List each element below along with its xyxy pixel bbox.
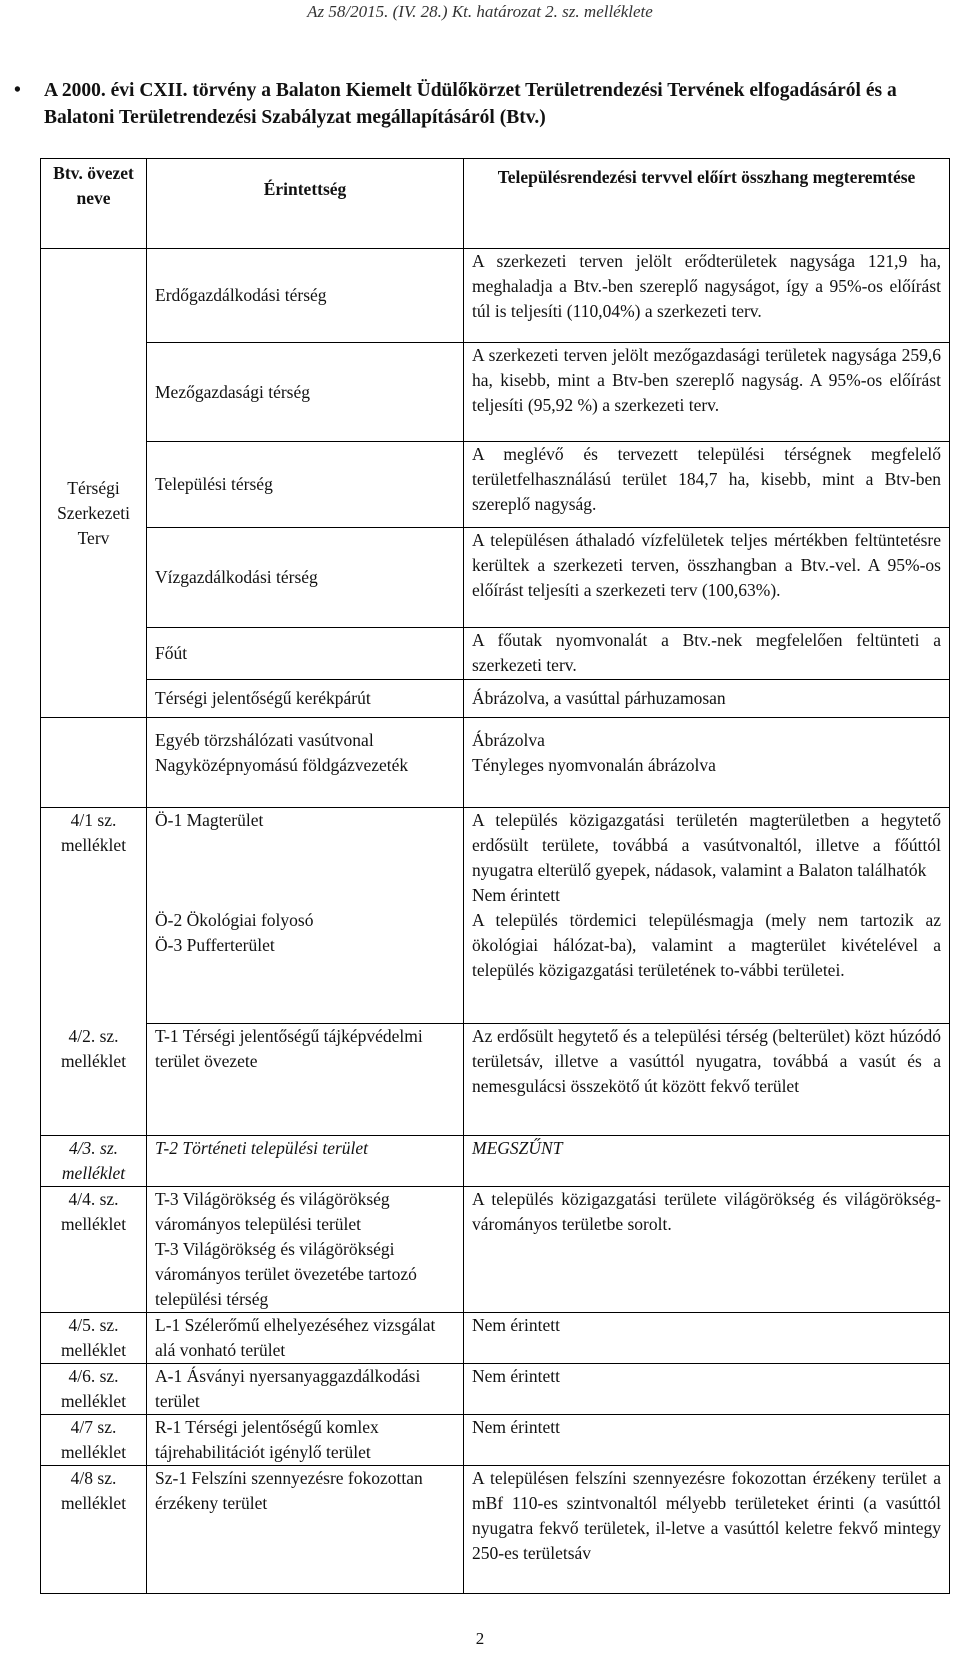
table-row (41, 343, 950, 442)
row-item: Sz-1 Felszíni szennyezésre fokozottan érzékeny terület (147, 1466, 464, 1594)
row-item: Erdőgazdálkodási térség (147, 249, 464, 343)
row-text: A szerkezeti terven jelölt mezőgazdasági területek nagysága 259,6 ha, kisebb, mint a Btv-ben szereplő nagyság. A 95%-os előírást teljesíti (95,92 %) a szerkezeti terv. (464, 343, 950, 442)
zone-label-annex-4-8: 4/8 sz. melléklet (41, 1466, 147, 1594)
row-text: Ábrázolva, a vasúttal párhuzamosan (464, 680, 950, 718)
row-item: Térségi jelentőségű kerékpárút (147, 680, 464, 718)
table-header-row (41, 159, 950, 249)
intro-text: A 2000. évi CXII. törvény a Balaton Kiemelt Üdülőkörzet Területrendezési Tervének elfogadásáról és a Balatoni Területrendezési Szabályzat megállapításáról (Btv.) (44, 80, 897, 128)
header-compliance: Településrendezési tervvel előírt összhang megteremtése (464, 159, 950, 249)
row-item: T-1 Térségi jelentőségű tájképvédelmi terület övezete (147, 1024, 464, 1136)
row-text: A település közigazgatási területe világörökség és világörökség-várományos területbe sorolt. (464, 1187, 950, 1313)
row-text: Nem érintett (464, 1415, 950, 1466)
table-row (41, 680, 950, 718)
header-impact: Érintettség (147, 159, 464, 249)
row-text: Ábrázolva Tényleges nyomvonalán ábrázolva (464, 718, 950, 808)
row-text: A településen felszíni szennyezésre fokozottan érzékeny terület a mBf 110-es szintvonaltól mélyebb területeket érinti (a vasúttól nyugatra fekvő területek, il-letve a vasúttól keletre fekvő mintegy 250-es területsáv (464, 1466, 950, 1594)
table-row (41, 1136, 950, 1187)
document-header-note: Az 58/2015. (IV. 28.) Kt. határozat 2. sz. melléklete (307, 2, 653, 21)
btv-compliance-table (40, 158, 950, 1594)
table-row (41, 442, 950, 528)
zone-label-annex-4-3: 4/3. sz. melléklet (41, 1136, 147, 1187)
row-item: Települési térség (147, 442, 464, 528)
table-row (41, 1466, 950, 1594)
table-row (41, 718, 950, 808)
table-row (41, 1364, 950, 1415)
zone-label-annex-4-2: 4/2. sz. melléklet (41, 1024, 147, 1136)
table-row (41, 528, 950, 628)
zone-label-annex-4-7: 4/7 sz. melléklet (41, 1415, 147, 1466)
zone-label-annex-4-1: 4/1 sz. melléklet (41, 808, 147, 1024)
zone-label-empty (41, 718, 147, 808)
row-item: Ö-1 Magterület Ö-2 Ökológiai folyosó Ö-3 Pufferterület (147, 808, 464, 1024)
row-item: Főút (147, 628, 464, 680)
zone-label-annex-4-5: 4/5. sz. melléklet (41, 1313, 147, 1364)
row-text: Nem érintett (464, 1313, 950, 1364)
row-item: Vízgazdálkodási térség (147, 528, 464, 628)
row-item: T-2 Történeti települési terület (147, 1136, 464, 1187)
intro-paragraph (14, 77, 944, 131)
row-item: T-3 Világörökség és világörökség várományos települési terület T-3 Világörökség és világörökségi várományos terület övezetébe tartozó települési térség (147, 1187, 464, 1313)
row-text: A főutak nyomvonalát a Btv.-nek megfelelően feltünteti a szerkezeti terv. (464, 628, 950, 680)
row-text: A település közigazgatási területén magterületben a hegytető erdősült területe, továbbá a vasútvonaltól, illetve a főúttól nyugatra elterülő gyepek, nádasok, valamint a Balaton találhatók Nem érintett A település tördemici településmagja (mely nem tartozik az ökológiai hálózat-ba), valamint a magterület kivételével a település közigazgatási területének to-vábbi területei. (464, 808, 950, 1024)
zone-label-annex-4-6: 4/6. sz. melléklet (41, 1364, 147, 1415)
header-zone-name: Btv. övezet neve (41, 159, 147, 249)
table-row (41, 249, 950, 343)
table-row (41, 1415, 950, 1466)
row-item: L-1 Szélerőmű elhelyezéséhez vizsgálat alá vonható terület (147, 1313, 464, 1364)
table-row (41, 1313, 950, 1364)
table-row (41, 628, 950, 680)
row-text: Nem érintett (464, 1364, 950, 1415)
row-text: A szerkezeti terven jelölt erődterületek nagysága 121,9 ha, meghaladja a Btv.-ben szereplő nagyságot, így a 95%-os előírást túl is teljesíti (110,04%) a szerkezeti terv. (464, 249, 950, 343)
table-row (41, 808, 950, 1024)
row-text: A településen áthaladó vízfelületek teljes mértékben feltüntetésre kerültek a szerkezeti terven, összhangban a Btv.-vel. A 95%-os előírást teljesíti a szerkezeti terv (100,63%). (464, 528, 950, 628)
row-item: A-1 Ásványi nyersanyaggazdálkodási terület (147, 1364, 464, 1415)
page-number: 2 (475, 1629, 485, 1648)
row-item: R-1 Térségi jelentőségű komlex tájrehabilitációt igénylő terület (147, 1415, 464, 1466)
bullet-icon: • (14, 80, 21, 101)
row-item: Egyéb törzshálózati vasútvonal Nagyközépnyomású földgázvezeték (147, 718, 464, 808)
row-text: Az erdősült hegytető és a települési térség (belterület) közt húzódó területsáv, illetve a vasúttól nyugatra, továbbá a vasút és a nemesgulácsi összekötő út között fekvő terület (464, 1024, 950, 1136)
row-text: A meglévő és tervezett települési térségnek megfelelő területfelhasználású terület 184,7 ha, kisebb, mint a Btv-ben szereplő nagyság. (464, 442, 950, 528)
row-item: Mezőgazdasági térség (147, 343, 464, 442)
zone-label-annex-4-4: 4/4. sz. melléklet (41, 1187, 147, 1313)
zone-label-regional-structure-plan: Térségi Szerkezeti Terv (41, 249, 147, 718)
table-row (41, 1024, 950, 1136)
table-row (41, 1187, 950, 1313)
row-text: MEGSZŰNT (464, 1136, 950, 1187)
